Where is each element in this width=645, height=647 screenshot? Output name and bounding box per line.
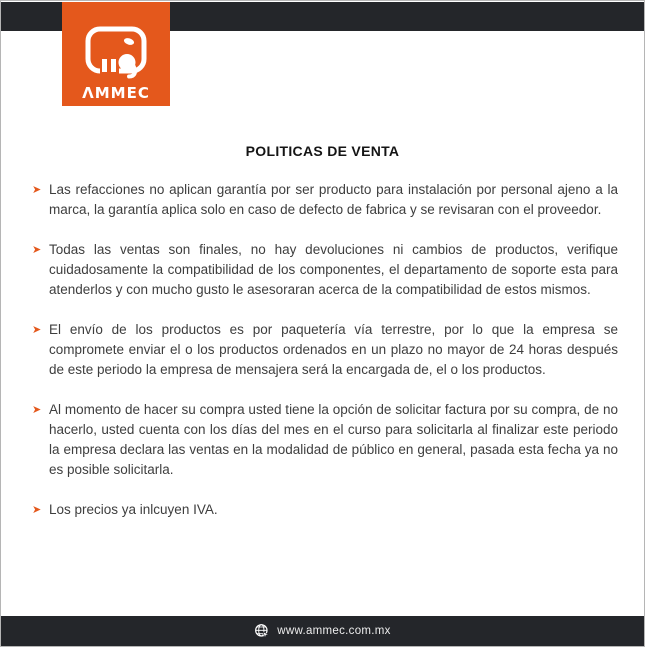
ammec-wordmark: ΛMMEC [82,84,150,102]
footer-bar [1,616,644,646]
policies-list [33,180,618,540]
ammec-logo [62,2,170,106]
bullet-chevron-icon: ➤ [32,183,42,196]
globe-cursor-icon [254,623,270,639]
policy-item [33,400,618,480]
bullet-chevron-icon: ➤ [32,243,42,256]
policy-text: Todas las ventas son finales, no hay devoluciones ni cambios de productos, verifique cuidadosamente la compatibilidad de los componentes, el departamento de soporte esta para atenderlos y con mucho gusto le asesoraran acerca de la compatibilidad de estos mismos. [49,242,618,297]
policy-text: Al momento de hacer su compra usted tiene la opción de solicitar factura por su compra, de no hacerlo, usted cuenta con los días del mes en el curso para solicitarla al finalizar este periodo la empresa declara las ventas en la modalidad de público en general, pasada esta fecha ya no es posible solicitarla. [49,402,618,477]
footer-website-link[interactable]: www.ammec.com.mx [277,625,391,637]
bullet-chevron-icon: ➤ [32,403,42,416]
policy-item [33,500,618,520]
policy-item [33,240,618,300]
bullet-chevron-icon: ➤ [32,323,42,336]
bullet-chevron-icon: ➤ [32,503,42,516]
elephant-icon [84,26,148,78]
policy-item [33,320,618,380]
page-title: POLITICAS DE VENTA [245,143,400,159]
policy-text: Las refacciones no aplican garantía por ser producto para instalación por personal ajeno a la marca, la garantía aplica solo en caso de defecto de fabrica y se revisaran con el proveedor. [49,182,618,217]
policy-text: Los precios ya inlcuyen IVA. [49,502,218,517]
policy-text: El envío de los productos es por paquetería vía terrestre, por lo que la empresa se compromete enviar el o los productos ordenados en un plazo no mayor de 24 horas después de este periodo la empresa de mensajera será la encargada de, el o los productos. [49,322,618,377]
policy-item [33,180,618,220]
